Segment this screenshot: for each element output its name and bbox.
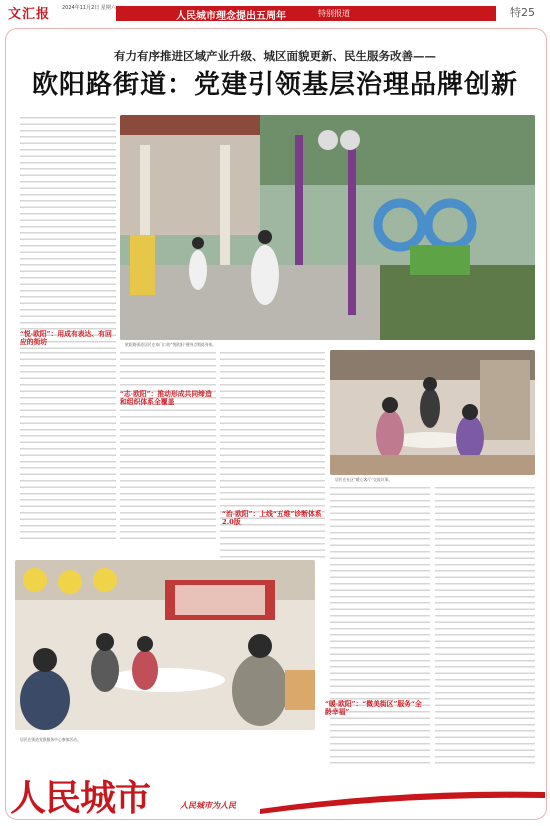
photo-party-service-center: [15, 560, 315, 730]
banner-title: 人民城市理念提出五周年: [176, 11, 286, 22]
subhead-4: “暖·欧阳”：“微美街区”服务“全龄幸福”: [325, 700, 422, 716]
body-text-column-2: [20, 350, 116, 540]
masthead: [0, 0, 550, 22]
body-text-column-3: [120, 350, 216, 540]
photo-community-living-room: [330, 350, 535, 475]
body-text-column-6: [330, 485, 430, 765]
photo-caption-3: 居民在街道党群服务中心参加活动。: [20, 737, 81, 742]
body-text-column-7: [435, 485, 535, 765]
subhead-3: “治·欧阳”：上线“五维”诊断体系2.0版: [222, 510, 322, 526]
photo-party-service-center-image: [15, 560, 315, 730]
footer-swoosh: [260, 784, 545, 814]
subhead-2: “志·欧阳”：推动形成共同缔造和组织体系全覆盖: [120, 390, 212, 406]
body-text-column-1: [20, 115, 116, 350]
footer-logo: 人民城市: [10, 778, 151, 819]
photo-fitness-point: [120, 115, 535, 340]
paper-name: 文汇报: [8, 7, 51, 22]
special-report-label: 特别报道: [318, 9, 350, 18]
photo-caption-2: 居民在社区“暖心客厅”交流议事。: [335, 477, 393, 482]
photo-caption-1: 欧阳路街道居民在家门口的“悦欧阳”健身点锻炼身体。: [125, 342, 217, 347]
article-kicker: 有力有序推进区域产业升级、城区面貌更新、民生服务改善——: [114, 49, 436, 63]
page-number: 特25: [510, 6, 535, 19]
subhead-1: “悦·欧阳”：用成有表达、有回应的街坊: [20, 330, 112, 346]
body-text-column-8: [320, 560, 328, 561]
article-headline: 欧阳路街道：党建引领基层治理品牌创新: [31, 70, 518, 100]
photo-community-living-room-image: [330, 350, 535, 475]
banner-bar: [116, 6, 496, 21]
footer-tagline: 人民城市为人民: [180, 801, 236, 810]
paper-meta: 2024年11月2日 星期六: [62, 5, 116, 11]
photo-fitness-point-image: [120, 115, 535, 340]
